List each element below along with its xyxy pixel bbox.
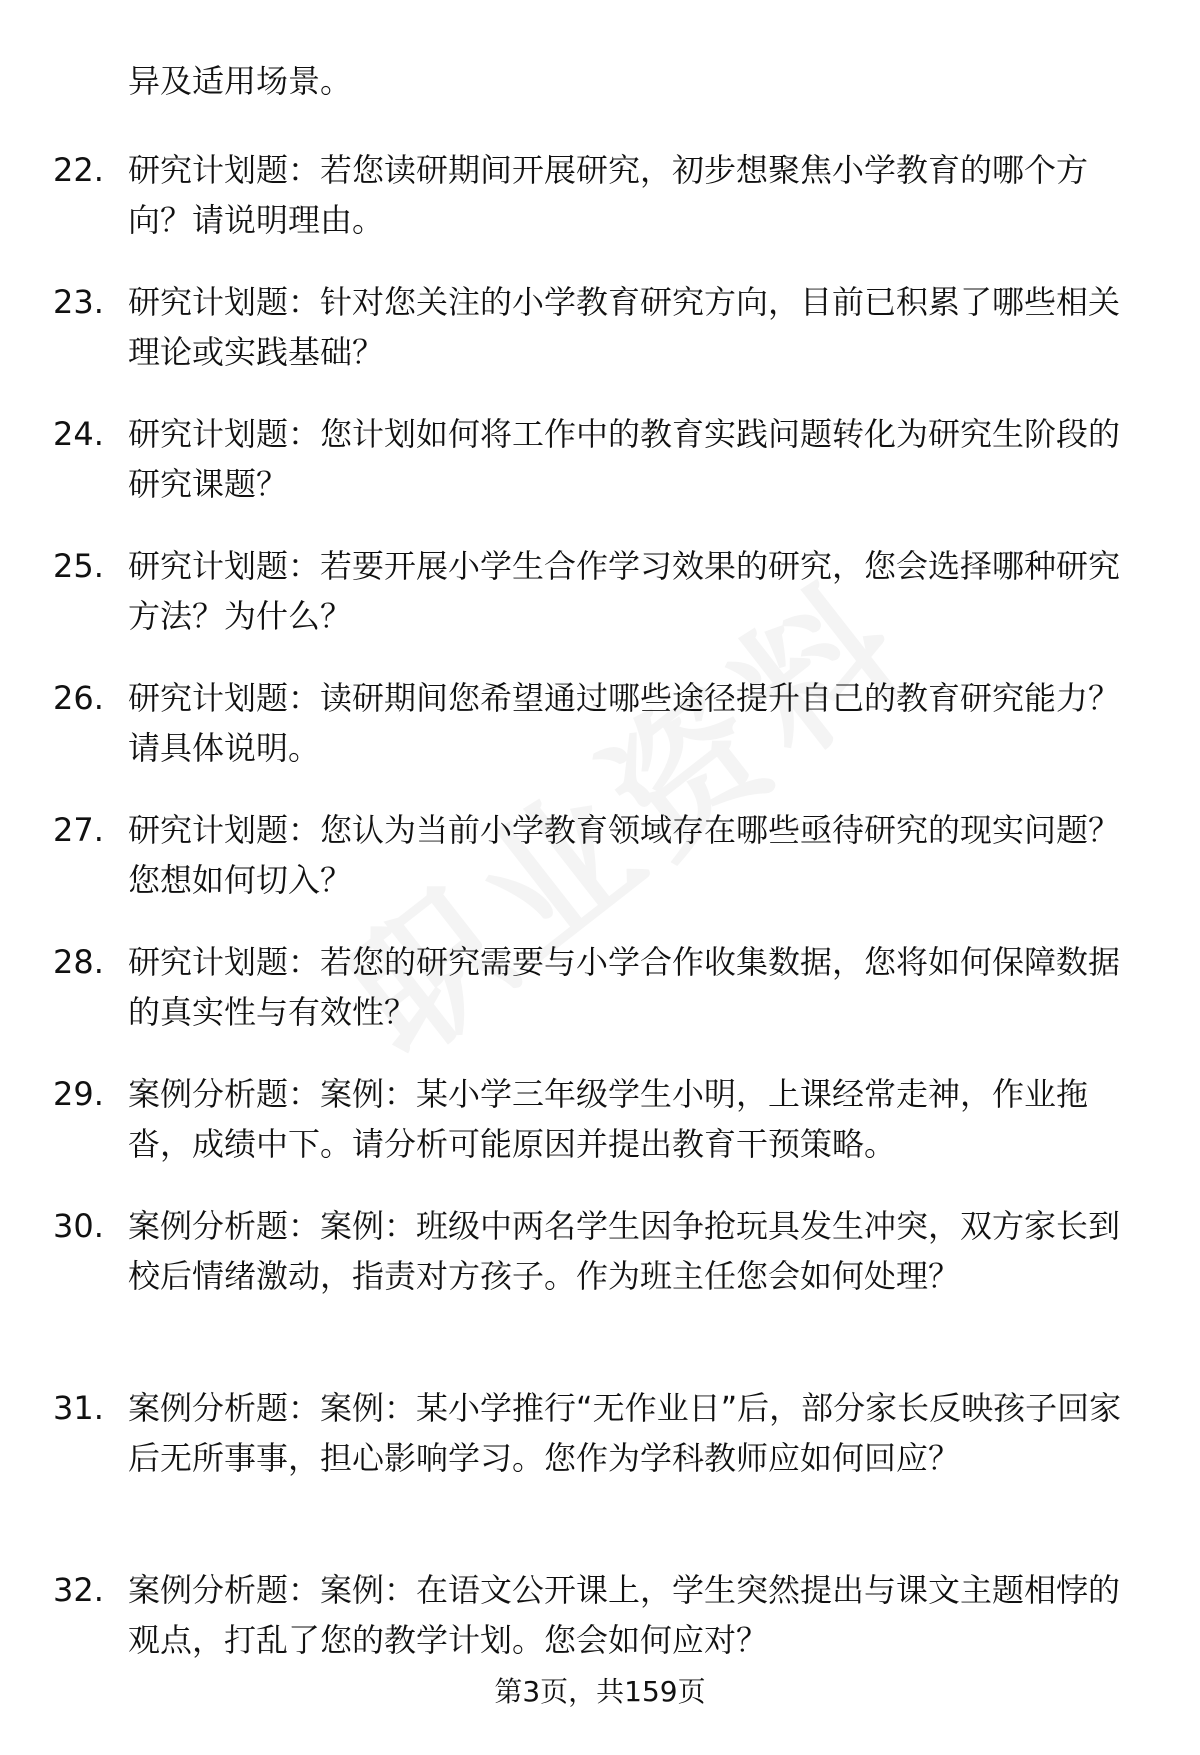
question-number: 27. bbox=[53, 811, 104, 849]
question-item-29 bbox=[0, 1069, 1200, 1169]
question-text: 研究计划题：若要开展小学生合作学习效果的研究，您会选择哪种研究方法？为什么？ bbox=[128, 547, 1121, 635]
question-text: 案例分析题：案例：某小学推行“无作业日”后，部分家长反映孩子回家后无所事事，担心影响学习。您作为学科教师应如何回应？ bbox=[128, 1389, 1122, 1477]
question-list bbox=[0, 145, 1200, 1697]
question-item-32 bbox=[0, 1565, 1200, 1665]
question-number: 26. bbox=[53, 679, 104, 717]
question-number: 25. bbox=[53, 547, 104, 585]
question-text: 研究计划题：您认为当前小学教育领域存在哪些亟待研究的现实问题？您想如何切入？ bbox=[128, 811, 1121, 899]
continuation-text: 异及适用场景。 bbox=[128, 62, 353, 100]
question-number: 30. bbox=[53, 1207, 104, 1245]
question-number: 23. bbox=[53, 283, 104, 321]
question-number: 29. bbox=[53, 1075, 104, 1113]
question-text: 研究计划题：若您读研期间开展研究，初步想聚焦小学教育的哪个方向？请说明理由。 bbox=[128, 151, 1089, 239]
question-item-25 bbox=[0, 541, 1200, 641]
page-footer: 第3页，共159页 bbox=[494, 1675, 706, 1708]
question-item-26 bbox=[0, 673, 1200, 773]
question-text: 研究计划题：若您的研究需要与小学合作收集数据，您将如何保障数据的真实性与有效性？ bbox=[128, 943, 1121, 1031]
question-text: 案例分析题：案例：某小学三年级学生小明，上课经常走神，作业拖沓，成绩中下。请分析可能原因并提出教育干预策略。 bbox=[128, 1075, 1089, 1163]
question-number: 31. bbox=[53, 1389, 104, 1427]
question-item-22 bbox=[0, 145, 1200, 245]
question-number: 24. bbox=[53, 415, 104, 453]
question-item-30 bbox=[0, 1201, 1200, 1351]
question-text: 案例分析题：案例：在语文公开课上，学生突然提出与课文主题相悖的观点，打乱了您的教学计划。您会如何应对？ bbox=[128, 1571, 1121, 1659]
question-number: 22. bbox=[53, 151, 104, 189]
question-item-27 bbox=[0, 805, 1200, 905]
question-text: 研究计划题：您计划如何将工作中的教育实践问题转化为研究生阶段的研究课题？ bbox=[128, 415, 1121, 503]
question-text: 案例分析题：案例：班级中两名学生因争抢玩具发生冲突，双方家长到校后情绪激动，指责对方孩子。作为班主任您会如何处理？ bbox=[128, 1207, 1121, 1295]
question-item-28 bbox=[0, 937, 1200, 1037]
question-text: 研究计划题：读研期间您希望通过哪些途径提升自己的教育研究能力？请具体说明。 bbox=[128, 679, 1121, 767]
question-number: 28. bbox=[53, 943, 104, 981]
question-item-31 bbox=[0, 1383, 1200, 1533]
question-number: 32. bbox=[53, 1571, 104, 1609]
question-item-24 bbox=[0, 409, 1200, 509]
question-text: 研究计划题：针对您关注的小学教育研究方向，目前已积累了哪些相关理论或实践基础？ bbox=[128, 283, 1121, 371]
question-item-23 bbox=[0, 277, 1200, 377]
